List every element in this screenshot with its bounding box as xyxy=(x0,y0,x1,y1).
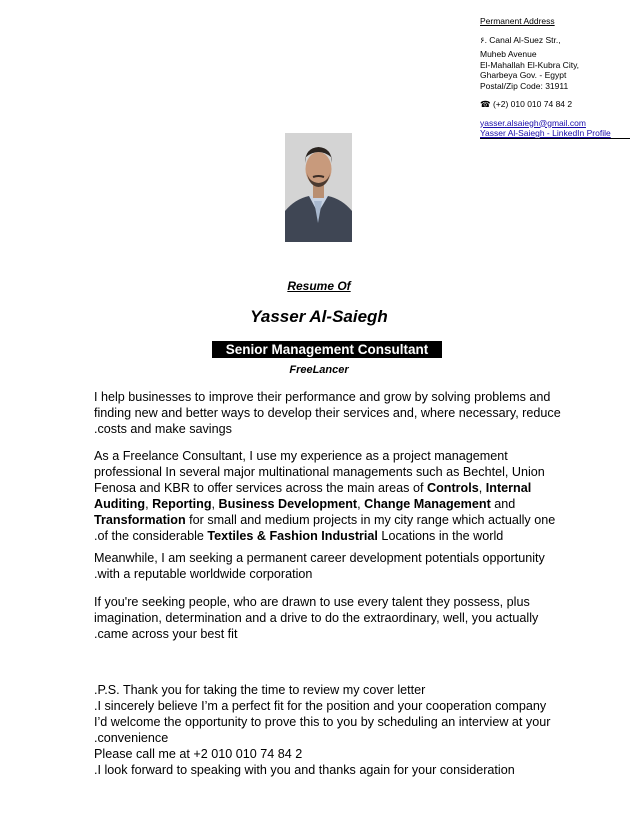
resume-of-heading: Resume Of xyxy=(287,279,351,293)
text-line: Meanwhile, I am seeking a permanent career development potentials opportunity xyxy=(94,551,545,565)
text-line: finding new and better ways to develop their services and, where necessary, reduce xyxy=(94,406,561,420)
text-line: professional In several major multinational managements such as Bechtel, Union xyxy=(94,465,545,479)
text-line: Please call me at +2 010 010 74 84 2 xyxy=(94,747,303,761)
text-line: As a Freelance Consultant, I use my experience as a project management xyxy=(94,449,508,463)
text-line: .costs and make savings xyxy=(94,422,232,436)
paragraph-fit xyxy=(94,594,564,642)
keyword-business-development: Business Development xyxy=(218,497,358,511)
candidate-name: Yasser Al-Saiegh xyxy=(250,307,388,326)
paragraph-experience xyxy=(94,448,564,544)
text-line: Fenosa and KBR to offer services across the main areas of Controls, Internal xyxy=(94,481,532,495)
text-line: .with a reputable worldwide corporation xyxy=(94,567,313,581)
keyword-internal: Internal xyxy=(485,481,532,495)
text-line: imagination, determination and a drive to do the extraordinary, well, you actually xyxy=(94,611,539,625)
keyword-transformation: Transformation xyxy=(94,513,186,527)
text-line: If you're seeking people, who are drawn to use every talent they possess, plus xyxy=(94,595,530,609)
text-line: I help businesses to improve their performance and grow by solving problems and xyxy=(94,390,551,404)
text-line: .came across your best fit xyxy=(94,627,238,641)
address-block xyxy=(480,16,630,139)
text-line: .I sincerely believe I’m a perfect fit for the position and your cooperation company xyxy=(94,699,547,713)
paragraph-ps xyxy=(94,682,564,778)
email-link[interactable]: yasser.alsaiegh@gmail.com xyxy=(480,117,586,128)
paragraph-intro xyxy=(94,389,564,437)
address-governorate: Gharbeya Gov. - Egypt xyxy=(480,70,567,80)
text-line: .P.S. Thank you for taking the time to review my cover letter xyxy=(94,683,426,697)
text-line: I’d welcome the opportunity to prove this to you by scheduling an interview at your xyxy=(94,715,551,729)
text-line: Auditing, Reporting, Business Development, Change Management and xyxy=(94,497,516,511)
text-line: .of the considerable Textiles & Fashion Industrial Locations in the world xyxy=(94,529,504,543)
address-heading: Permanent Address xyxy=(480,16,555,26)
paragraph-seeking xyxy=(94,550,564,582)
address-divider xyxy=(480,138,630,139)
text-line: .convenience xyxy=(94,731,169,745)
address-avenue: Muheb Avenue xyxy=(480,49,537,59)
keyword-change-management: Change Management xyxy=(364,497,491,511)
address-city: El-Mahallah El-Kubra City, xyxy=(480,59,580,70)
keyword-controls: Controls xyxy=(426,481,479,495)
address-street: ۶. Canal Al-Suez Str., xyxy=(480,34,561,45)
job-title-bar: Senior Management Consultant xyxy=(212,341,442,358)
keyword-textiles: Textiles & Fashion Industrial xyxy=(207,529,378,543)
keyword-reporting: Reporting xyxy=(152,497,212,511)
address-postal: Postal/Zip Code: 31911 xyxy=(480,80,569,91)
keyword-auditing: Auditing xyxy=(94,497,146,511)
text-line: .I look forward to speaking with you and thanks again for your consideration xyxy=(94,763,515,777)
linkedin-link[interactable]: Yasser Al-Saiegh - LinkedIn Profile xyxy=(480,128,611,138)
text-line: Transformation for small and medium projects in my city range which actually one xyxy=(94,513,556,527)
freelancer-subtitle: FreeLancer xyxy=(289,364,349,376)
profile-photo xyxy=(285,133,352,242)
text-span: Fenosa and KBR to offer services across the main areas of xyxy=(94,481,427,495)
address-phone: ☎ (+2) 010 010 74 84 2 xyxy=(480,99,573,109)
